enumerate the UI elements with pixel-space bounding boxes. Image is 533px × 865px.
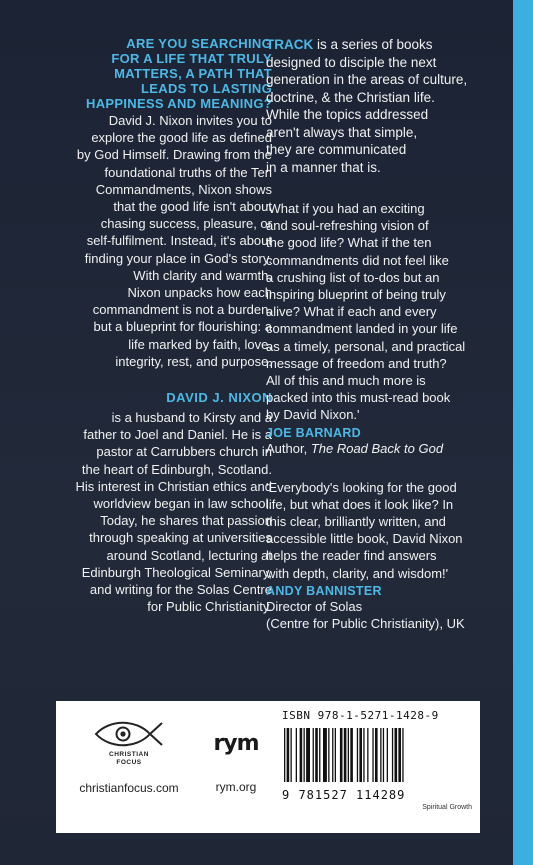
barcode-bar bbox=[313, 728, 314, 782]
publisher-panel bbox=[56, 701, 480, 833]
rym-logo bbox=[196, 717, 276, 794]
endorser-2-role-line: Director of Solas bbox=[266, 598, 363, 614]
blurb-line: self-fulfilment. Instead, it's about bbox=[86, 233, 272, 249]
christian-focus-logo bbox=[74, 717, 184, 795]
barcode-bar bbox=[380, 728, 381, 782]
blurb-line: by God Himself. Drawing from the bbox=[76, 147, 272, 163]
right-column bbox=[266, 36, 506, 632]
barcode-bar bbox=[350, 728, 353, 782]
bio-line: worldview began in law school. bbox=[93, 496, 272, 512]
barcode-bar bbox=[340, 728, 343, 782]
bio-line: Edinburgh Theological Seminary, bbox=[81, 564, 272, 580]
isbn-text: ISBN 978-1-5271-1428-9 bbox=[282, 709, 439, 722]
fish-eye-icon bbox=[92, 717, 166, 751]
book-blurb bbox=[62, 112, 272, 370]
endorser-1-name: JOE BARNARD bbox=[266, 425, 361, 440]
blurb-line: With clarity and warmth, bbox=[133, 267, 272, 283]
barcode-bar bbox=[372, 728, 373, 782]
barcode-bar bbox=[300, 728, 303, 782]
barcode-bar bbox=[287, 728, 290, 782]
series-line: they are communicated bbox=[266, 142, 407, 157]
blurb-line: but a blueprint for flourishing: a bbox=[93, 319, 272, 335]
publisher-name-line: FOCUS bbox=[116, 759, 142, 766]
series-line: generation in the areas of culture, bbox=[266, 72, 468, 87]
bio-line: is a husband to Kirsty and a bbox=[111, 410, 272, 426]
publisher-name-line: CHRISTIAN bbox=[109, 751, 149, 758]
endorser-1-role-prefix: Author, bbox=[266, 440, 311, 456]
blurb-line: explore the good life as defined bbox=[91, 130, 272, 146]
quote-line: alive? What if each and every bbox=[266, 304, 437, 320]
endorsement-quote-2 bbox=[266, 479, 506, 582]
endorser-2-role-line: (Centre for Public Christianity), UK bbox=[266, 615, 465, 631]
heading-line: FOR A LIFE THAT TRULY bbox=[111, 51, 272, 66]
blurb-line: commandment is not a burden, bbox=[92, 302, 272, 318]
quote-line: packed into this must-read book bbox=[266, 390, 451, 406]
bio-line: through speaking at universities bbox=[89, 530, 272, 546]
barcode-bar bbox=[328, 728, 329, 782]
quote-line: accessible little book, David Nixon bbox=[266, 531, 463, 547]
blurb-line: Commandments, Nixon shows bbox=[95, 181, 272, 197]
series-line: designed to disciple the next bbox=[266, 54, 437, 70]
blurb-line: life marked by faith, love, bbox=[128, 336, 272, 352]
blurb-line: Nixon unpacks how each bbox=[127, 285, 272, 301]
blurb-line: chasing success, pleasure, or bbox=[100, 216, 272, 232]
quote-line: the good life? What if the ten bbox=[266, 235, 432, 251]
barcode-bar bbox=[315, 728, 318, 782]
series-line: in a manner that is. bbox=[266, 159, 381, 175]
spine-edge bbox=[513, 0, 533, 865]
quote-line: with depth, clarity, and wisdom!' bbox=[266, 565, 449, 581]
barcode-bar bbox=[387, 728, 388, 782]
rym-logo-mark: rym bbox=[213, 731, 259, 756]
bio-line: father to Joel and Daniel. He is a bbox=[83, 427, 272, 443]
quote-line: All of this and much more is bbox=[266, 373, 426, 389]
quote-line: commandment landed in your life bbox=[266, 321, 458, 337]
quote-line: 'Everybody's looking for the good bbox=[266, 479, 457, 495]
barcode-bar bbox=[304, 728, 305, 782]
barcode-bar bbox=[284, 728, 285, 782]
barcode-bar bbox=[344, 728, 347, 782]
barcode-bar bbox=[335, 728, 336, 782]
barcode-area bbox=[282, 709, 472, 811]
barcode-bar bbox=[306, 728, 310, 782]
quote-line: and soul-refreshing vision of bbox=[266, 218, 429, 234]
series-line: is a series of books bbox=[313, 37, 433, 52]
blurb-line: integrity, rest, and purpose. bbox=[115, 353, 272, 369]
barcode-bar bbox=[367, 728, 368, 782]
quote-line: life, but what does it look like? In bbox=[266, 496, 454, 512]
barcode bbox=[282, 728, 470, 782]
series-description bbox=[266, 36, 506, 176]
barcode-bar bbox=[383, 728, 384, 782]
heading-line: ARE YOU SEARCHING bbox=[126, 36, 272, 51]
quote-line: this clear, brilliantly written, and bbox=[266, 514, 446, 530]
blurb-line: finding your place in God's story. bbox=[84, 250, 272, 266]
quote-line: message of freedom and truth? bbox=[266, 355, 447, 371]
barcode-bar bbox=[319, 728, 320, 782]
barcode-bar bbox=[398, 728, 401, 782]
bio-line: for Public Christianity. bbox=[147, 599, 272, 615]
barcode-bar bbox=[348, 728, 349, 782]
endorsement-quote-1 bbox=[266, 200, 506, 424]
track-series-name: TRACK bbox=[266, 37, 314, 52]
publisher-url[interactable]: christianfocus.com bbox=[79, 781, 179, 795]
quote-line: as a timely, personal, and practical bbox=[266, 338, 466, 354]
series-line: doctrine, & the Christian life. bbox=[266, 89, 435, 105]
barcode-bar bbox=[363, 728, 364, 782]
barcode-bar bbox=[392, 728, 393, 782]
endorser-1-role bbox=[266, 440, 506, 457]
bio-line: around Scotland, lecturing at bbox=[106, 547, 272, 563]
series-first-line bbox=[266, 36, 506, 54]
barcode-bar bbox=[332, 728, 333, 782]
barcode-bar bbox=[323, 728, 327, 782]
quote-line: by David Nixon.' bbox=[266, 407, 360, 423]
barcode-number: 9 781527 114289 bbox=[282, 788, 406, 802]
endorser-1-book-title: The Road Back to God bbox=[310, 440, 444, 456]
bio-line: and writing for the Solas Centre bbox=[89, 582, 272, 598]
barcode-bar bbox=[375, 728, 378, 782]
blurb-line: foundational truths of the Ten bbox=[104, 164, 272, 180]
quote-line: inspiring blueprint of being truly bbox=[266, 287, 446, 303]
barcode-bar bbox=[402, 728, 403, 782]
heading-line: LEADS TO LASTING bbox=[141, 81, 272, 96]
heading-line: MATTERS, A PATH THAT bbox=[114, 66, 272, 81]
genre-label: Spiritual Growth bbox=[422, 804, 472, 811]
bio-line: His interest in Christian ethics and bbox=[75, 478, 272, 494]
barcode-bar bbox=[395, 728, 398, 782]
quote-line: helps the reader find answers bbox=[266, 548, 437, 564]
bio-line: the heart of Edinburgh, Scotland. bbox=[81, 461, 272, 477]
heading-line: HAPPINESS AND MEANING? bbox=[86, 96, 272, 111]
endorser-2-name: ANDY BANNISTER bbox=[266, 583, 382, 598]
quote-line: a crushing list of to-dos but an bbox=[266, 269, 440, 285]
blurb-line: David J. Nixon invites you to bbox=[108, 113, 272, 128]
barcode-bar bbox=[291, 728, 292, 782]
barcode-bar bbox=[359, 728, 362, 782]
endorser-2-role bbox=[266, 598, 506, 632]
quote-line: 'What if you had an exciting bbox=[266, 201, 425, 216]
series-line: While the topics addressed bbox=[266, 107, 429, 122]
blurb-heading bbox=[62, 36, 272, 111]
imprint-url[interactable]: rym.org bbox=[215, 780, 257, 794]
bio-line: Today, he shares that passion bbox=[100, 513, 272, 529]
blurb-line: that the good life isn't about bbox=[113, 199, 272, 215]
left-column bbox=[62, 36, 272, 615]
barcode-bar bbox=[296, 728, 297, 782]
author-name: DAVID J. NIXON bbox=[166, 390, 272, 406]
author-bio bbox=[62, 409, 272, 615]
bio-line: pastor at Carrubbers church in bbox=[96, 444, 272, 460]
quote-line: commandments did not feel like bbox=[266, 252, 449, 268]
barcode-bar bbox=[357, 728, 358, 782]
publisher-name bbox=[74, 751, 184, 767]
series-line: aren't always that simple, bbox=[266, 124, 418, 140]
